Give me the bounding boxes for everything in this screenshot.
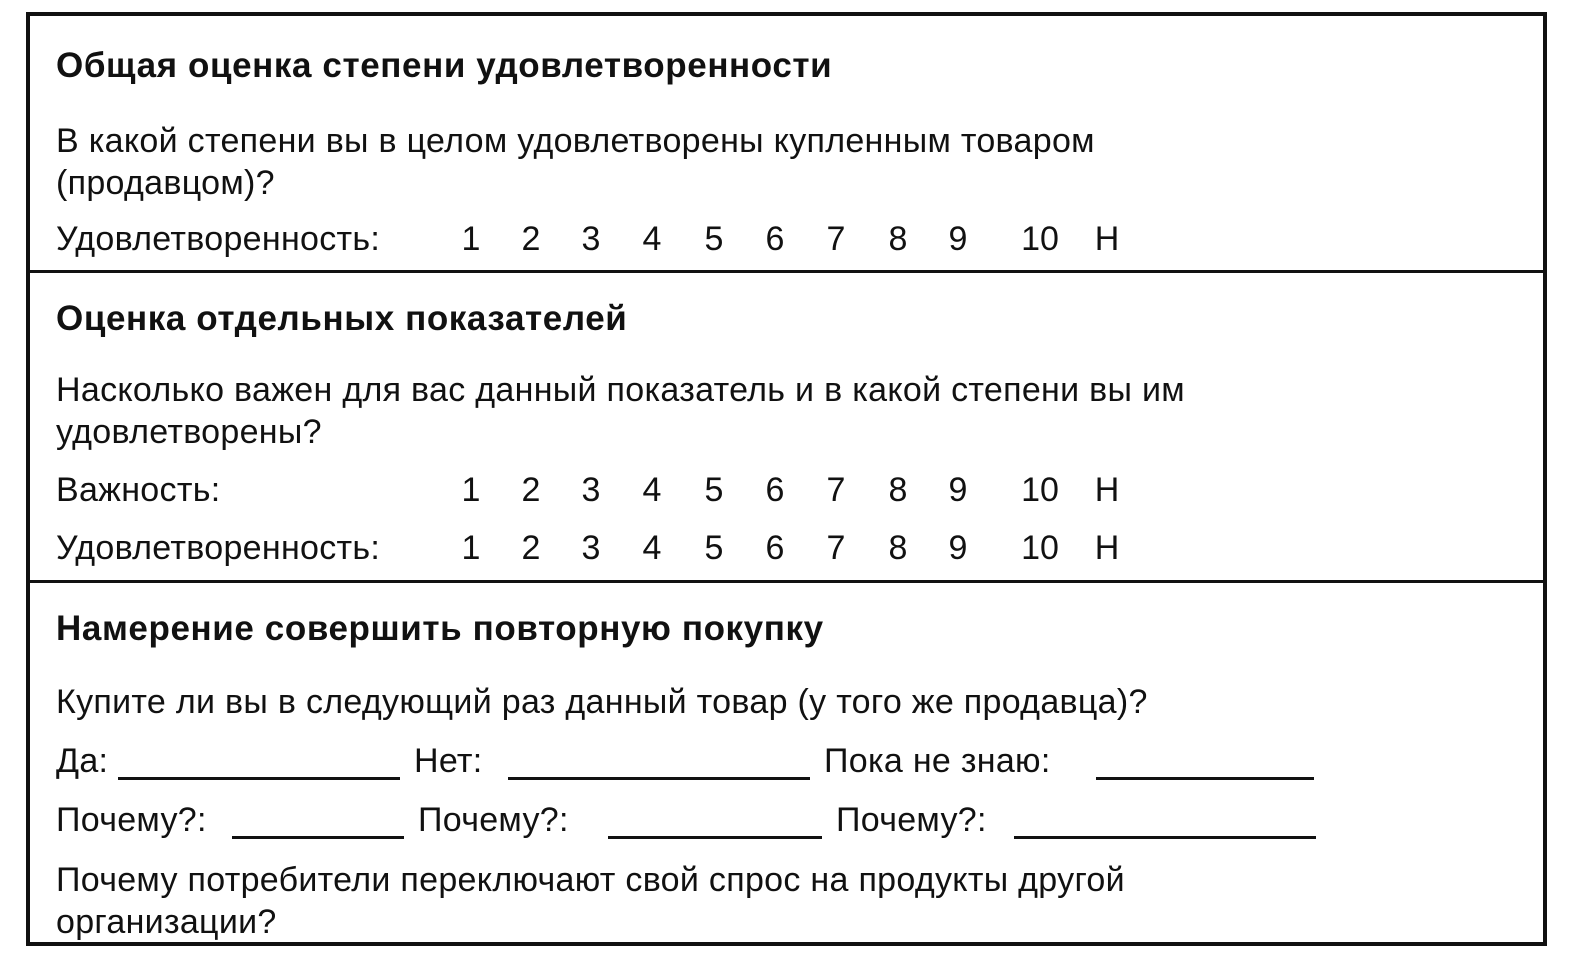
scale-option-9[interactable]: 9 [948,529,968,567]
scale-option-8[interactable]: 8 [888,529,908,567]
overall-satisfaction-section [30,16,1543,270]
survey-form [26,12,1547,946]
scale-option-8[interactable]: 8 [888,220,908,258]
scale-option-5[interactable]: 5 [704,471,724,509]
repurchase-section-heading: Намерение совершить повторную покупку [56,609,824,648]
scale-option-7[interactable]: 7 [826,220,846,258]
scale-option-10[interactable]: 10 [1021,529,1059,567]
yes-answer-field[interactable] [118,738,400,780]
no-answer-field[interactable] [508,738,810,780]
switch-question-line2: организации? [56,903,277,941]
scale-option-6[interactable]: 6 [765,220,785,258]
scale-option-4[interactable]: 4 [642,471,662,509]
why-no-answer-field[interactable] [608,797,822,839]
no-label: Нет: [414,742,483,780]
satisfaction-label: Удовлетворенность: [56,220,381,258]
repurchase-section [30,580,1543,942]
scale-option-3[interactable]: 3 [581,220,601,258]
scale-option-1[interactable]: 1 [461,529,481,567]
scale-option-9[interactable]: 9 [948,220,968,258]
scale-option-1[interactable]: 1 [461,471,481,509]
scale-option-2[interactable]: 2 [521,529,541,567]
indicators-question-line2: удовлетворены? [56,413,322,451]
indicators-section [30,270,1543,580]
why-label-dont-know: Почему?: [836,801,987,839]
scale-option-6[interactable]: 6 [765,529,785,567]
scale-option-1[interactable]: 1 [461,220,481,258]
satisfaction-label: Удовлетворенность: [56,529,381,567]
scale-option-3[interactable]: 3 [581,529,601,567]
scale-option-5[interactable]: 5 [704,529,724,567]
importance-label: Важность: [56,471,221,509]
scale-option-9[interactable]: 9 [948,471,968,509]
why-dont-know-answer-field[interactable] [1014,797,1316,839]
yes-label: Да: [56,742,109,780]
scale-option-10[interactable]: 10 [1021,220,1059,258]
scale-option-10[interactable]: 10 [1021,471,1059,509]
scale-option-6[interactable]: 6 [765,471,785,509]
overall-question-line1: В какой степени вы в целом удовлетворены купленным товаром [56,122,1095,160]
scale-option-no-answer[interactable]: Н [1094,529,1120,567]
scale-option-4[interactable]: 4 [642,529,662,567]
switch-question-line1: Почему потребители переключают свой спрос на продукты другой [56,861,1125,899]
overall-section-heading: Общая оценка степени удовлетворенности [56,46,833,85]
overall-question-line2: (продавцом)? [56,164,275,202]
scale-option-3[interactable]: 3 [581,471,601,509]
indicators-section-heading: Оценка отдельных показателей [56,299,628,338]
scale-option-8[interactable]: 8 [888,471,908,509]
why-label-no: Почему?: [418,801,569,839]
indicators-question-line1: Насколько важен для вас данный показатель и в какой степени вы им [56,371,1185,409]
dont-know-answer-field[interactable] [1096,738,1314,780]
dont-know-label: Пока не знаю: [824,742,1051,780]
scale-option-7[interactable]: 7 [826,471,846,509]
scale-option-no-answer[interactable]: Н [1094,471,1120,509]
scale-option-4[interactable]: 4 [642,220,662,258]
why-label-yes: Почему?: [56,801,207,839]
repurchase-question: Купите ли вы в следующий раз данный товар (у того же продавца)? [56,683,1148,721]
scale-option-7[interactable]: 7 [826,529,846,567]
scale-option-2[interactable]: 2 [521,220,541,258]
scale-option-2[interactable]: 2 [521,471,541,509]
why-yes-answer-field[interactable] [232,797,404,839]
scale-option-no-answer[interactable]: Н [1094,220,1120,258]
scale-option-5[interactable]: 5 [704,220,724,258]
